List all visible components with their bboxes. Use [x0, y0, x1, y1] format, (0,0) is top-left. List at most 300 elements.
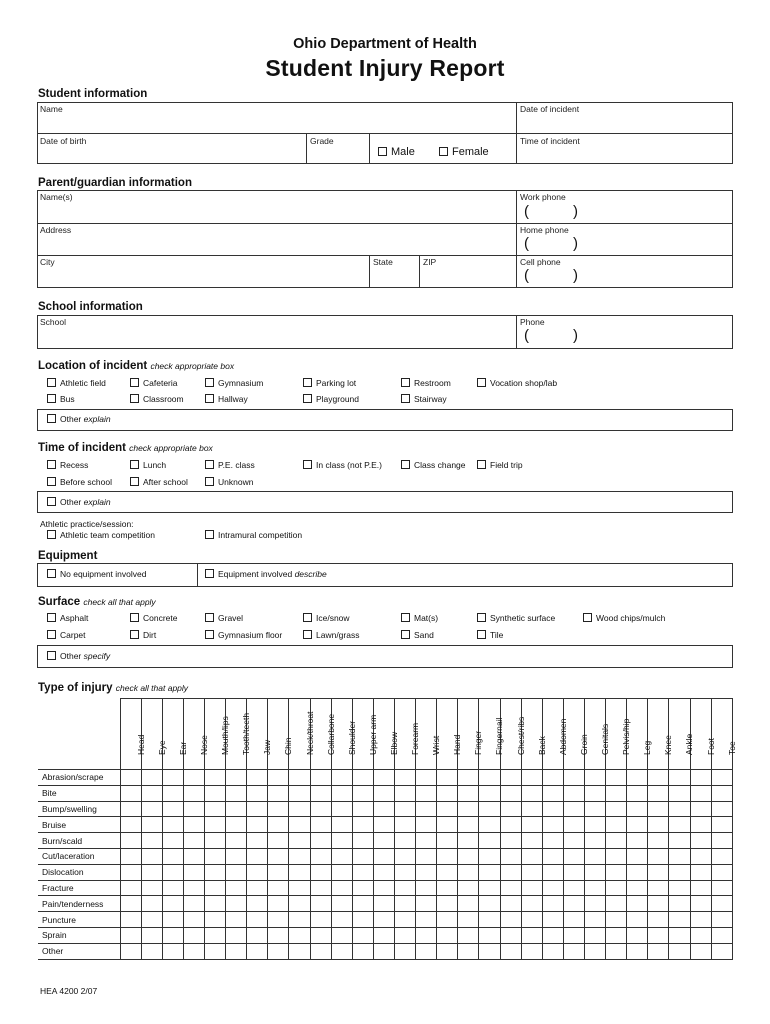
injury-cell[interactable]	[521, 801, 542, 817]
injury-cell[interactable]	[395, 817, 416, 833]
injury-cell[interactable]	[395, 880, 416, 896]
injury-cell[interactable]	[395, 833, 416, 849]
injury-cell[interactable]	[373, 896, 394, 912]
injury-cell[interactable]	[226, 801, 247, 817]
location-option[interactable]	[477, 378, 557, 388]
injury-cell[interactable]	[648, 896, 669, 912]
injury-cell[interactable]	[690, 943, 711, 959]
location-other-box[interactable]	[37, 409, 733, 431]
state-field[interactable]: State	[373, 257, 393, 267]
injury-cell[interactable]	[226, 943, 247, 959]
injury-cell[interactable]	[479, 880, 500, 896]
injury-cell[interactable]	[310, 817, 331, 833]
injury-cell[interactable]	[183, 785, 204, 801]
injury-cell[interactable]	[183, 896, 204, 912]
injury-cell[interactable]	[479, 770, 500, 786]
injury-cell[interactable]	[500, 912, 521, 928]
injury-cell[interactable]	[247, 785, 268, 801]
injury-cell[interactable]	[331, 943, 352, 959]
injury-cell[interactable]	[183, 880, 204, 896]
injury-cell[interactable]	[247, 880, 268, 896]
injury-cell[interactable]	[352, 927, 373, 943]
injury-cell[interactable]	[226, 848, 247, 864]
injury-cell[interactable]	[690, 801, 711, 817]
surface-option[interactable]	[205, 613, 243, 623]
injury-cell[interactable]	[542, 817, 563, 833]
injury-cell[interactable]	[247, 770, 268, 786]
surface-option[interactable]	[477, 613, 555, 623]
surface-option[interactable]	[47, 630, 86, 640]
time-option[interactable]	[47, 477, 112, 487]
injury-cell[interactable]	[120, 880, 141, 896]
injury-cell[interactable]	[606, 912, 627, 928]
injury-cell[interactable]	[373, 801, 394, 817]
time-option[interactable]	[205, 460, 255, 470]
injury-cell[interactable]	[416, 801, 437, 817]
injury-cell[interactable]	[500, 817, 521, 833]
injury-cell[interactable]	[268, 864, 289, 880]
injury-cell[interactable]	[205, 817, 226, 833]
injury-cell[interactable]	[247, 817, 268, 833]
injury-cell[interactable]	[310, 801, 331, 817]
injury-cell[interactable]	[669, 785, 690, 801]
injury-cell[interactable]	[563, 927, 584, 943]
injury-cell[interactable]	[247, 801, 268, 817]
injury-cell[interactable]	[352, 770, 373, 786]
time-option[interactable]	[401, 460, 466, 470]
injury-cell[interactable]	[310, 896, 331, 912]
injury-cell[interactable]	[352, 817, 373, 833]
injury-cell[interactable]	[606, 770, 627, 786]
injury-cell[interactable]	[437, 833, 458, 849]
injury-cell[interactable]	[416, 833, 437, 849]
injury-cell[interactable]	[627, 864, 648, 880]
injury-cell[interactable]	[183, 817, 204, 833]
time-option[interactable]	[205, 477, 253, 487]
injury-cell[interactable]	[521, 943, 542, 959]
injury-cell[interactable]	[331, 848, 352, 864]
injury-cell[interactable]	[205, 785, 226, 801]
date-of-birth-field[interactable]: Date of birth	[40, 136, 87, 146]
injury-cell[interactable]	[331, 912, 352, 928]
injury-cell[interactable]	[141, 943, 162, 959]
injury-cell[interactable]	[500, 864, 521, 880]
injury-cell[interactable]	[606, 880, 627, 896]
injury-cell[interactable]	[500, 896, 521, 912]
injury-cell[interactable]	[120, 943, 141, 959]
injury-cell[interactable]	[479, 912, 500, 928]
injury-cell[interactable]	[331, 880, 352, 896]
injury-cell[interactable]	[669, 880, 690, 896]
injury-cell[interactable]	[521, 833, 542, 849]
injury-cell[interactable]	[373, 880, 394, 896]
injury-cell[interactable]	[226, 896, 247, 912]
equipment-involved-option[interactable]	[205, 569, 327, 579]
injury-cell[interactable]	[226, 785, 247, 801]
injury-cell[interactable]	[373, 817, 394, 833]
injury-cell[interactable]	[162, 943, 183, 959]
injury-cell[interactable]	[542, 833, 563, 849]
injury-cell[interactable]	[183, 801, 204, 817]
injury-cell[interactable]	[120, 912, 141, 928]
injury-cell[interactable]	[162, 880, 183, 896]
surface-option[interactable]	[303, 630, 359, 640]
injury-cell[interactable]	[289, 801, 310, 817]
injury-cell[interactable]	[141, 801, 162, 817]
injury-cell[interactable]	[542, 912, 563, 928]
time-option[interactable]	[477, 460, 523, 470]
injury-cell[interactable]	[416, 770, 437, 786]
injury-cell[interactable]	[479, 817, 500, 833]
time-option[interactable]	[47, 460, 88, 470]
surface-other-option[interactable]	[47, 651, 110, 661]
time-option[interactable]	[130, 460, 166, 470]
injury-cell[interactable]	[247, 927, 268, 943]
male-checkbox[interactable]	[378, 146, 415, 158]
surface-option[interactable]	[583, 613, 665, 623]
injury-cell[interactable]	[669, 896, 690, 912]
injury-cell[interactable]	[648, 927, 669, 943]
surface-option[interactable]	[47, 613, 88, 623]
injury-cell[interactable]	[563, 801, 584, 817]
injury-cell[interactable]	[205, 927, 226, 943]
injury-cell[interactable]	[162, 912, 183, 928]
injury-cell[interactable]	[584, 896, 605, 912]
time-other-box[interactable]	[37, 491, 733, 513]
injury-cell[interactable]	[183, 770, 204, 786]
injury-cell[interactable]	[711, 801, 732, 817]
injury-cell[interactable]	[606, 943, 627, 959]
injury-cell[interactable]	[711, 770, 732, 786]
injury-cell[interactable]	[310, 785, 331, 801]
injury-cell[interactable]	[226, 817, 247, 833]
injury-cell[interactable]	[352, 880, 373, 896]
injury-cell[interactable]	[141, 896, 162, 912]
injury-cell[interactable]	[395, 770, 416, 786]
injury-cell[interactable]	[521, 770, 542, 786]
injury-cell[interactable]	[606, 801, 627, 817]
no-equipment-option[interactable]	[47, 569, 146, 579]
injury-cell[interactable]	[120, 785, 141, 801]
injury-cell[interactable]	[331, 801, 352, 817]
injury-cell[interactable]	[669, 801, 690, 817]
injury-cell[interactable]	[606, 848, 627, 864]
injury-cell[interactable]	[584, 927, 605, 943]
injury-cell[interactable]	[458, 880, 479, 896]
injury-cell[interactable]	[711, 912, 732, 928]
injury-cell[interactable]	[289, 848, 310, 864]
injury-cell[interactable]	[289, 927, 310, 943]
injury-cell[interactable]	[352, 896, 373, 912]
injury-cell[interactable]	[521, 927, 542, 943]
injury-cell[interactable]	[542, 880, 563, 896]
injury-cell[interactable]	[373, 943, 394, 959]
injury-cell[interactable]	[289, 912, 310, 928]
injury-cell[interactable]	[183, 864, 204, 880]
location-option[interactable]	[303, 378, 356, 388]
injury-cell[interactable]	[416, 943, 437, 959]
injury-cell[interactable]	[500, 880, 521, 896]
surface-option[interactable]	[130, 630, 156, 640]
injury-cell[interactable]	[479, 801, 500, 817]
injury-cell[interactable]	[606, 817, 627, 833]
injury-cell[interactable]	[606, 785, 627, 801]
injury-cell[interactable]	[458, 912, 479, 928]
injury-cell[interactable]	[331, 785, 352, 801]
injury-cell[interactable]	[542, 864, 563, 880]
injury-cell[interactable]	[331, 833, 352, 849]
injury-cell[interactable]	[162, 927, 183, 943]
injury-cell[interactable]	[563, 817, 584, 833]
injury-cell[interactable]	[247, 943, 268, 959]
injury-cell[interactable]	[648, 817, 669, 833]
city-field[interactable]: City	[40, 257, 55, 267]
injury-cell[interactable]	[310, 848, 331, 864]
injury-cell[interactable]	[437, 943, 458, 959]
injury-cell[interactable]	[563, 785, 584, 801]
female-checkbox[interactable]	[439, 146, 489, 158]
injury-cell[interactable]	[584, 817, 605, 833]
time-of-incident-field[interactable]: Time of incident	[520, 136, 580, 146]
injury-cell[interactable]	[563, 864, 584, 880]
injury-cell[interactable]	[268, 785, 289, 801]
injury-cell[interactable]	[690, 880, 711, 896]
injury-cell[interactable]	[162, 817, 183, 833]
injury-cell[interactable]	[500, 785, 521, 801]
injury-cell[interactable]	[268, 817, 289, 833]
injury-cell[interactable]	[584, 785, 605, 801]
injury-cell[interactable]	[606, 896, 627, 912]
injury-cell[interactable]	[669, 848, 690, 864]
injury-cell[interactable]	[268, 848, 289, 864]
injury-cell[interactable]	[289, 880, 310, 896]
injury-cell[interactable]	[289, 896, 310, 912]
injury-cell[interactable]	[606, 833, 627, 849]
injury-cell[interactable]	[352, 943, 373, 959]
injury-cell[interactable]	[268, 880, 289, 896]
injury-cell[interactable]	[542, 896, 563, 912]
injury-cell[interactable]	[521, 896, 542, 912]
location-option[interactable]	[47, 378, 106, 388]
injury-cell[interactable]	[627, 848, 648, 864]
injury-cell[interactable]	[711, 833, 732, 849]
injury-cell[interactable]	[373, 770, 394, 786]
injury-cell[interactable]	[268, 927, 289, 943]
injury-cell[interactable]	[141, 848, 162, 864]
injury-cell[interactable]	[458, 817, 479, 833]
injury-cell[interactable]	[711, 864, 732, 880]
injury-cell[interactable]	[416, 848, 437, 864]
injury-cell[interactable]	[183, 833, 204, 849]
injury-cell[interactable]	[437, 848, 458, 864]
injury-cell[interactable]	[183, 912, 204, 928]
injury-cell[interactable]	[584, 864, 605, 880]
injury-cell[interactable]	[120, 896, 141, 912]
location-option[interactable]	[401, 394, 447, 404]
injury-cell[interactable]	[437, 880, 458, 896]
injury-cell[interactable]	[584, 801, 605, 817]
time-option[interactable]	[130, 477, 188, 487]
injury-cell[interactable]	[247, 896, 268, 912]
injury-cell[interactable]	[183, 927, 204, 943]
injury-cell[interactable]	[183, 943, 204, 959]
injury-cell[interactable]	[458, 896, 479, 912]
injury-cell[interactable]	[395, 896, 416, 912]
injury-cell[interactable]	[416, 912, 437, 928]
cell-phone-field[interactable]	[524, 267, 578, 284]
injury-cell[interactable]	[711, 785, 732, 801]
injury-cell[interactable]	[205, 770, 226, 786]
injury-cell[interactable]	[268, 770, 289, 786]
injury-cell[interactable]	[690, 927, 711, 943]
surface-option[interactable]	[130, 613, 178, 623]
injury-cell[interactable]	[120, 833, 141, 849]
injury-cell[interactable]	[479, 848, 500, 864]
injury-cell[interactable]	[500, 848, 521, 864]
injury-cell[interactable]	[521, 864, 542, 880]
injury-cell[interactable]	[563, 770, 584, 786]
injury-cell[interactable]	[563, 880, 584, 896]
injury-cell[interactable]	[162, 848, 183, 864]
injury-cell[interactable]	[479, 864, 500, 880]
location-other-option[interactable]	[47, 414, 111, 424]
injury-cell[interactable]	[542, 785, 563, 801]
injury-cell[interactable]	[437, 785, 458, 801]
location-option[interactable]	[130, 378, 178, 388]
injury-cell[interactable]	[226, 770, 247, 786]
injury-cell[interactable]	[521, 912, 542, 928]
injury-cell[interactable]	[268, 833, 289, 849]
injury-cell[interactable]	[648, 801, 669, 817]
injury-cell[interactable]	[669, 927, 690, 943]
injury-cell[interactable]	[563, 943, 584, 959]
injury-cell[interactable]	[669, 943, 690, 959]
injury-cell[interactable]	[500, 801, 521, 817]
injury-cell[interactable]	[373, 864, 394, 880]
injury-cell[interactable]	[310, 833, 331, 849]
injury-cell[interactable]	[711, 943, 732, 959]
surface-option[interactable]	[401, 630, 434, 640]
injury-cell[interactable]	[352, 848, 373, 864]
injury-cell[interactable]	[648, 880, 669, 896]
injury-cell[interactable]	[141, 785, 162, 801]
injury-cell[interactable]	[226, 833, 247, 849]
surface-option[interactable]	[303, 613, 350, 623]
injury-cell[interactable]	[437, 770, 458, 786]
injury-cell[interactable]	[479, 927, 500, 943]
injury-cell[interactable]	[331, 770, 352, 786]
location-option[interactable]	[303, 394, 359, 404]
injury-cell[interactable]	[120, 770, 141, 786]
injury-cell[interactable]	[268, 896, 289, 912]
school-phone-field[interactable]	[524, 327, 578, 344]
injury-cell[interactable]	[141, 817, 162, 833]
injury-cell[interactable]	[563, 912, 584, 928]
injury-cell[interactable]	[373, 912, 394, 928]
injury-cell[interactable]	[669, 864, 690, 880]
intramural-option[interactable]	[205, 530, 302, 540]
injury-cell[interactable]	[648, 848, 669, 864]
injury-cell[interactable]	[373, 833, 394, 849]
work-phone-field[interactable]	[524, 203, 578, 220]
injury-cell[interactable]	[669, 912, 690, 928]
injury-cell[interactable]	[331, 896, 352, 912]
injury-cell[interactable]	[690, 833, 711, 849]
injury-cell[interactable]	[205, 896, 226, 912]
injury-cell[interactable]	[648, 864, 669, 880]
injury-cell[interactable]	[416, 927, 437, 943]
injury-cell[interactable]	[352, 912, 373, 928]
injury-cell[interactable]	[373, 848, 394, 864]
address-field[interactable]: Address	[40, 225, 72, 235]
injury-cell[interactable]	[205, 943, 226, 959]
injury-cell[interactable]	[310, 943, 331, 959]
injury-cell[interactable]	[289, 770, 310, 786]
injury-cell[interactable]	[711, 880, 732, 896]
location-option[interactable]	[401, 378, 451, 388]
injury-cell[interactable]	[711, 927, 732, 943]
injury-cell[interactable]	[563, 896, 584, 912]
injury-cell[interactable]	[648, 943, 669, 959]
injury-cell[interactable]	[627, 943, 648, 959]
injury-cell[interactable]	[437, 896, 458, 912]
injury-cell[interactable]	[458, 864, 479, 880]
surface-option[interactable]	[477, 630, 503, 640]
parent-names-field[interactable]: Name(s)	[40, 192, 73, 202]
injury-cell[interactable]	[542, 927, 563, 943]
injury-cell[interactable]	[479, 833, 500, 849]
injury-cell[interactable]	[627, 785, 648, 801]
injury-cell[interactable]	[458, 927, 479, 943]
surface-other-box[interactable]	[37, 645, 733, 668]
injury-cell[interactable]	[226, 880, 247, 896]
injury-cell[interactable]	[205, 912, 226, 928]
injury-cell[interactable]	[395, 801, 416, 817]
injury-cell[interactable]	[162, 833, 183, 849]
injury-cell[interactable]	[268, 912, 289, 928]
injury-cell[interactable]	[500, 943, 521, 959]
injury-cell[interactable]	[584, 943, 605, 959]
injury-cell[interactable]	[606, 927, 627, 943]
injury-cell[interactable]	[606, 864, 627, 880]
location-option[interactable]	[47, 394, 75, 404]
school-field[interactable]: School	[40, 317, 66, 327]
injury-cell[interactable]	[648, 833, 669, 849]
injury-cell[interactable]	[584, 912, 605, 928]
injury-cell[interactable]	[162, 801, 183, 817]
injury-cell[interactable]	[669, 817, 690, 833]
injury-cell[interactable]	[542, 770, 563, 786]
injury-cell[interactable]	[690, 896, 711, 912]
injury-cell[interactable]	[162, 770, 183, 786]
injury-cell[interactable]	[690, 864, 711, 880]
surface-option[interactable]	[205, 630, 282, 640]
injury-cell[interactable]	[120, 801, 141, 817]
injury-cell[interactable]	[247, 833, 268, 849]
injury-cell[interactable]	[352, 833, 373, 849]
injury-cell[interactable]	[416, 864, 437, 880]
injury-cell[interactable]	[584, 833, 605, 849]
injury-cell[interactable]	[395, 943, 416, 959]
injury-cell[interactable]	[226, 927, 247, 943]
injury-cell[interactable]	[226, 912, 247, 928]
injury-cell[interactable]	[690, 785, 711, 801]
injury-cell[interactable]	[627, 801, 648, 817]
injury-cell[interactable]	[627, 880, 648, 896]
injury-cell[interactable]	[162, 864, 183, 880]
injury-cell[interactable]	[521, 817, 542, 833]
injury-cell[interactable]	[141, 770, 162, 786]
